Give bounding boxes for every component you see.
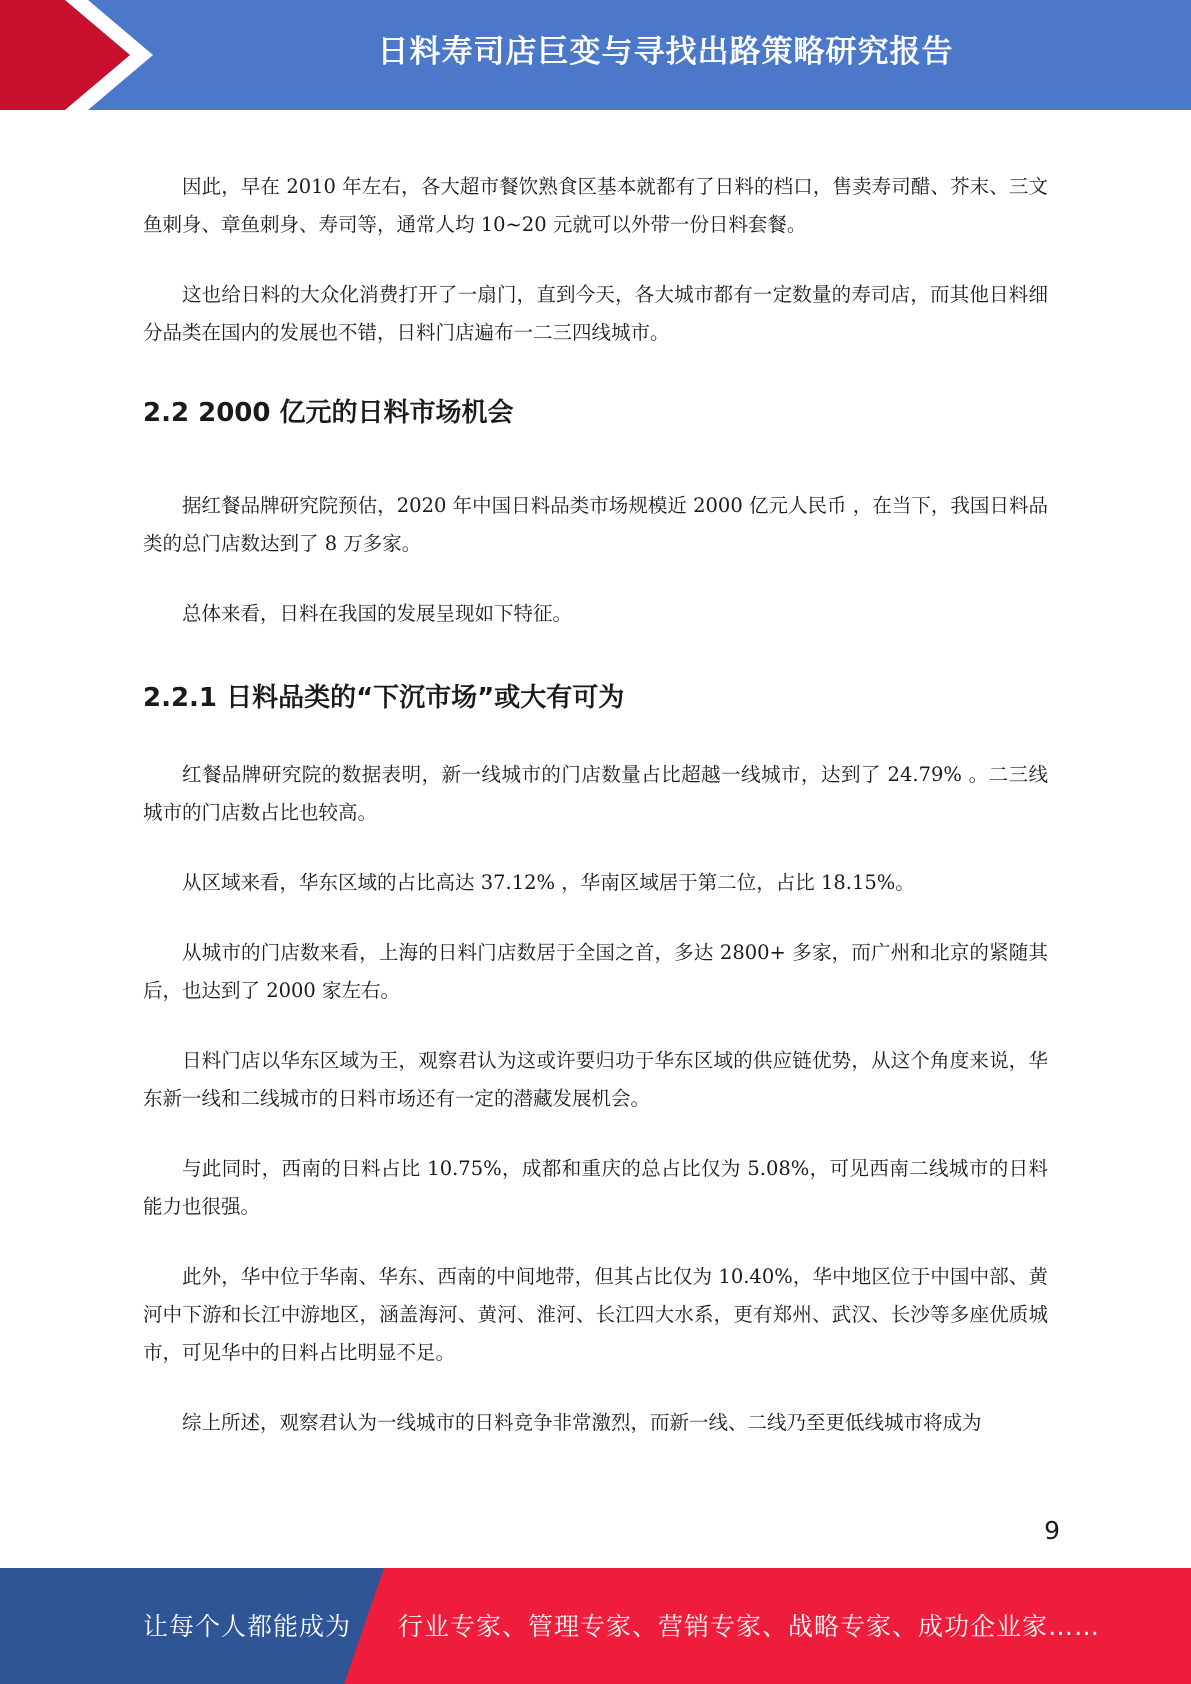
paragraph-7: 从城市的门店数来看，上海的日料门店数居于全国之首，多达 2800+ 多家，而广州和北京的紧随其后，也达到了 2000 家左右。 [143, 941, 1048, 1002]
paragraph-4: 总体来看，日料在我国的发展呈现如下特征。 [182, 602, 573, 625]
paragraph-6: 从区域来看，华东区域的占比高达 37.12% ，华南区域居于第二位，占比 18.15%。 [182, 871, 915, 894]
document-body [143, 168, 1048, 1474]
report-title: 日料寿司店巨变与寻找出路策略研究报告 [377, 34, 954, 70]
paragraph-10: 此外，华中位于华南、华东、西南的中间地带，但其占比仅为 10.40%，华中地区位于中国中部、黄河中下游和长江中游地区，涵盖海河、黄河、淮河、长江四大水系，更有郑州、武汉、长沙等多座优质城市，可见华中的日料占比明显不足。 [143, 1265, 1048, 1364]
section-heading-2-2: 2.2 2000 亿元的日料市场机会 [143, 398, 514, 428]
page-number: 9 [1044, 1516, 1060, 1545]
footer-slogan-left: 让每个人都能成为 [143, 1612, 352, 1641]
paragraph-5: 红餐品牌研究院的数据表明，新一线城市的门店数量占比超越一线城市，达到了 24.79% 。二三线城市的门店数占比也较高。 [143, 763, 1048, 824]
footer-slogan-right: 行业专家、管理专家、营销专家、战略专家、成功企业家…… [398, 1612, 1101, 1641]
section-heading-2-2-1: 2.2.1 日料品类的“下沉市场”或大有可为 [143, 683, 625, 713]
paragraph-11: 综上所述，观察君认为一线城市的日料竞争非常激烈，而新一线、二线乃至更低线城市将成为 [182, 1411, 982, 1434]
page-footer [0, 1568, 1191, 1684]
page-header [0, 0, 1191, 110]
paragraph-8: 日料门店以华东区域为王，观察君认为这或许要归功于华东区域的供应链优势，从这个角度来说，华东新一线和二线城市的日料市场还有一定的潜藏发展机会。 [143, 1049, 1048, 1110]
paragraph-1: 因此，早在 2010 年左右，各大超市餐饮熟食区基本就都有了日料的档口，售卖寿司醋、芥末、三文鱼刺身、章鱼刺身、寿司等，通常人均 10~20 元就可以外带一份日料套餐。 [143, 175, 1048, 236]
paragraph-2: 这也给日料的大众化消费打开了一扇门，直到今天，各大城市都有一定数量的寿司店，而其他日料细分品类在国内的发展也不错，日料门店遍布一二三四线城市。 [143, 283, 1048, 344]
paragraph-3: 据红餐品牌研究院预估，2020 年中国日料品类市场规模近 2000 亿元人民币 ，在当下，我国日料品类的总门店数达到了 8 万多家。 [143, 494, 1048, 555]
paragraph-9: 与此同时，西南的日料占比 10.75%，成都和重庆的总占比仅为 5.08%，可见西南二线城市的日料能力也很强。 [143, 1157, 1048, 1218]
